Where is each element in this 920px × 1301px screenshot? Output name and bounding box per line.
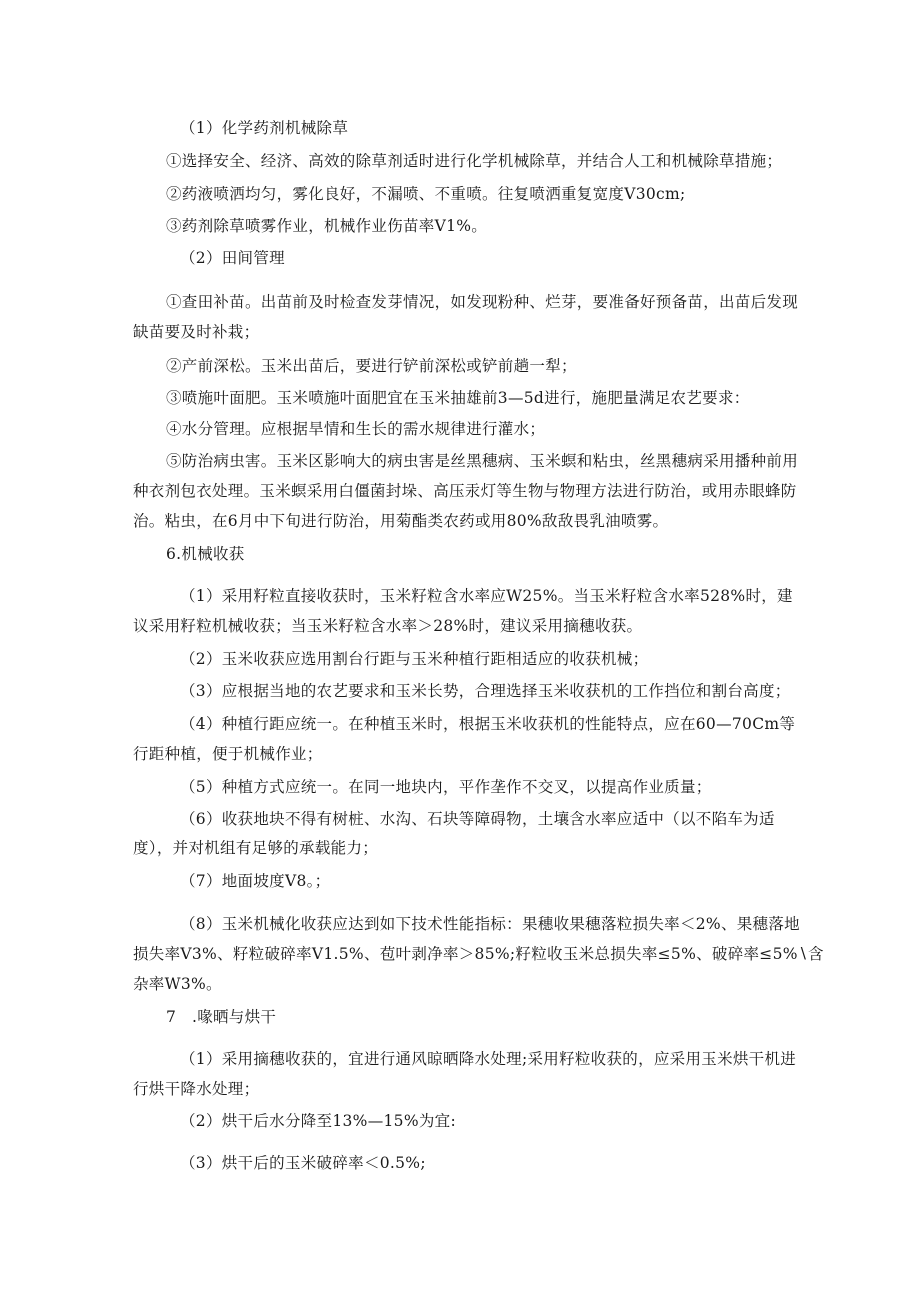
paragraph-line: ③药剂除草喷雾作业，机械作业伤苗率V1%。 [166,217,488,235]
paragraph-line: 治。粘虫，在6月中下旬进行防治，用菊酯类农药或用80%敌敌畏乳油喷雾。 [133,512,669,530]
paragraph-line: ③喷施叶面肥。玉米喷施叶面肥宜在玉米抽雄前3—5d进行，施肥量满足农艺要求： [166,389,750,407]
paragraph-line: ②产前深松。玉米出苗后，要进行铲前深松或铲前趟一犁； [166,357,577,375]
paragraph-line: 行距种植，便于机械作业； [133,745,323,763]
paragraph-line: 度），并对机组有足够的承载能力； [133,839,379,857]
heading-drying: 7 .喙晒与烘干 [166,1008,277,1026]
paragraph-line: （3）烘干后的玉米破碎率＜0.5%; [180,1154,426,1172]
paragraph-line: （4）种植行距应统一。在种植玉米时，根据玉米收获机的性能特点，应在60—70Cm等 [180,715,796,733]
paragraph-line: （7）地面坡度V8。； [180,872,331,890]
paragraph-line: （1）采用摘穗收获的，宜进行通风晾晒降水处理;采用籽粒收获的，应采用玉米烘干机进 [180,1050,797,1068]
paragraph-line: ④水分管理。应根据旱情和生长的需水规律进行灌水； [166,420,546,438]
paragraph-line: 种衣剂包衣处理。玉米螟采用白僵菌封垛、高压汞灯等生物与物理方法进行防治，或用赤眼蜂防 [133,482,797,500]
paragraph-line: 议采用籽粒机械收获；当玉米籽粒含水率＞28%时，建议采用摘穗收获。 [133,617,643,635]
paragraph-line: （2）玉米收获应选用割台行距与玉米种植行距相适应的收获机械； [180,650,649,668]
heading-mechanical-harvest: 6.机械收获 [166,545,245,563]
heading-chemical-weeding: （1）化学药剂机械除草 [180,119,349,137]
paragraph-line: （3）应根据当地的农艺要求和玉米长势，合理选择玉米收获机的工作挡位和割台高度； [180,682,791,700]
paragraph-line: ①查田补苗。出苗前及时检查发芽情况，如发现粉种、烂芽，要准备好预备苗，出苗后发现 [166,293,799,311]
paragraph-line: （6）收获地块不得有树桩、水沟、石块等障碍物，土壤含水率应适中（以不陷车为适 [180,810,775,828]
paragraph-line: 行烘干降水处理； [133,1080,260,1098]
paragraph-line: ⑤防治病虫害。玉米区影响大的病虫害是丝黑穗病、玉米螟和粘虫，丝黑穗病采用播种前用 [166,452,799,470]
paragraph-line: ①选择安全、经济、高效的除草剂适时进行化学机械除草，并结合人工和机械除草措施； [166,152,783,170]
paragraph-line: 缺苗要及时补栽； [133,323,260,341]
paragraph-line: （1）采用籽粒直接收获时，玉米籽粒含水率应W25%。当玉米籽粒含水率528%时，建 [180,587,793,605]
heading-field-management: （2）田间管理 [180,249,285,267]
paragraph-line: （8）玉米机械化收获应达到如下技术性能指标：果穗收果穗落粒损失率＜2%、果穗落地 [180,915,800,933]
paragraph-line: （5）种植方式应统一。在同一地块内，平作垄作不交叉，以提高作业质量； [180,778,712,796]
paragraph-line: 杂率W3%。 [133,975,222,993]
paragraph-line: ②药液喷洒均匀，雾化良好，不漏喷、不重喷。往复喷洒重复宽度V30cm; [166,185,686,203]
paragraph-line: （2）烘干后水分降至13%—15%为宜: [180,1112,456,1130]
paragraph-line: 损失率V3%、籽粒破碎率V1.5%、苞叶剥净率＞85%;籽粒收玉米总损失率≤5%、破碎率≤5%∖含 [133,945,824,963]
